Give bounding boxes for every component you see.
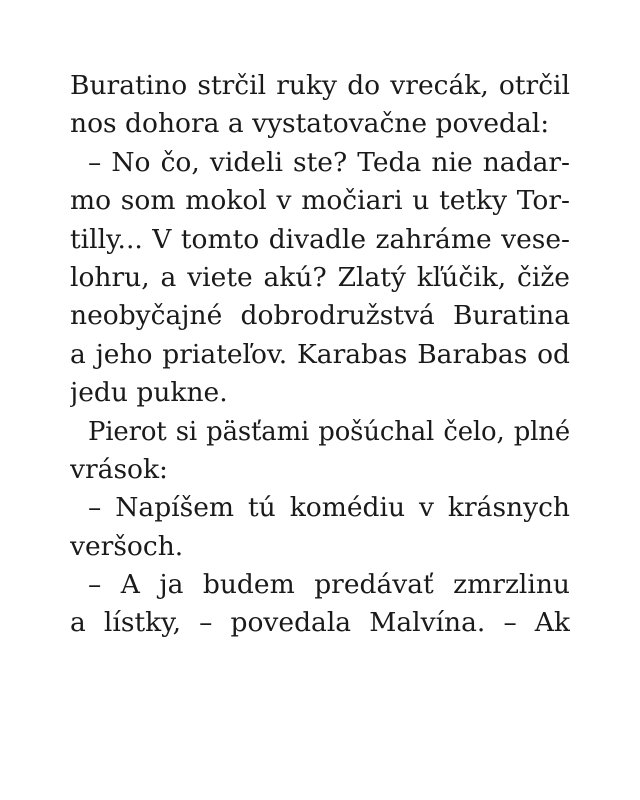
text-line-5: tilly... V tomto divadle zahráme vese- — [70, 223, 570, 255]
text-line-15: a lístky, – povedala Malvína. – Ak — [70, 607, 570, 639]
book-page-text — [70, 67, 570, 643]
text-line-9: jedu pukne. — [70, 377, 228, 409]
text-line-13: veršoch. — [70, 530, 184, 562]
text-line-3: – No čo, videli ste? Teda nie nadar- — [88, 146, 570, 178]
text-line-7: neobyčajné dobrodružstvá Buratina — [70, 300, 570, 332]
text-line-11: vrások: — [70, 453, 168, 485]
text-line-4: mo som mokol v močiari u tetky Tor- — [70, 185, 570, 217]
text-line-2: nos dohora a vystatovačne povedal: — [70, 108, 550, 140]
text-line-12: – Napíšem tú komédiu v krásnych — [88, 492, 570, 524]
text-line-1: Buratino strčil ruky do vrecák, otrčil — [70, 70, 570, 101]
text-line-6: lohru, a viete akú? Zlatý kľúčik, čiže — [70, 261, 570, 293]
text-line-10: Pierot si päsťami pošúchal čelo, plné — [88, 416, 570, 447]
text-line-14: – A ja budem predávať zmrzlinu — [88, 569, 570, 601]
text-line-8: a jeho priateľov. Karabas Barabas od — [70, 338, 570, 370]
